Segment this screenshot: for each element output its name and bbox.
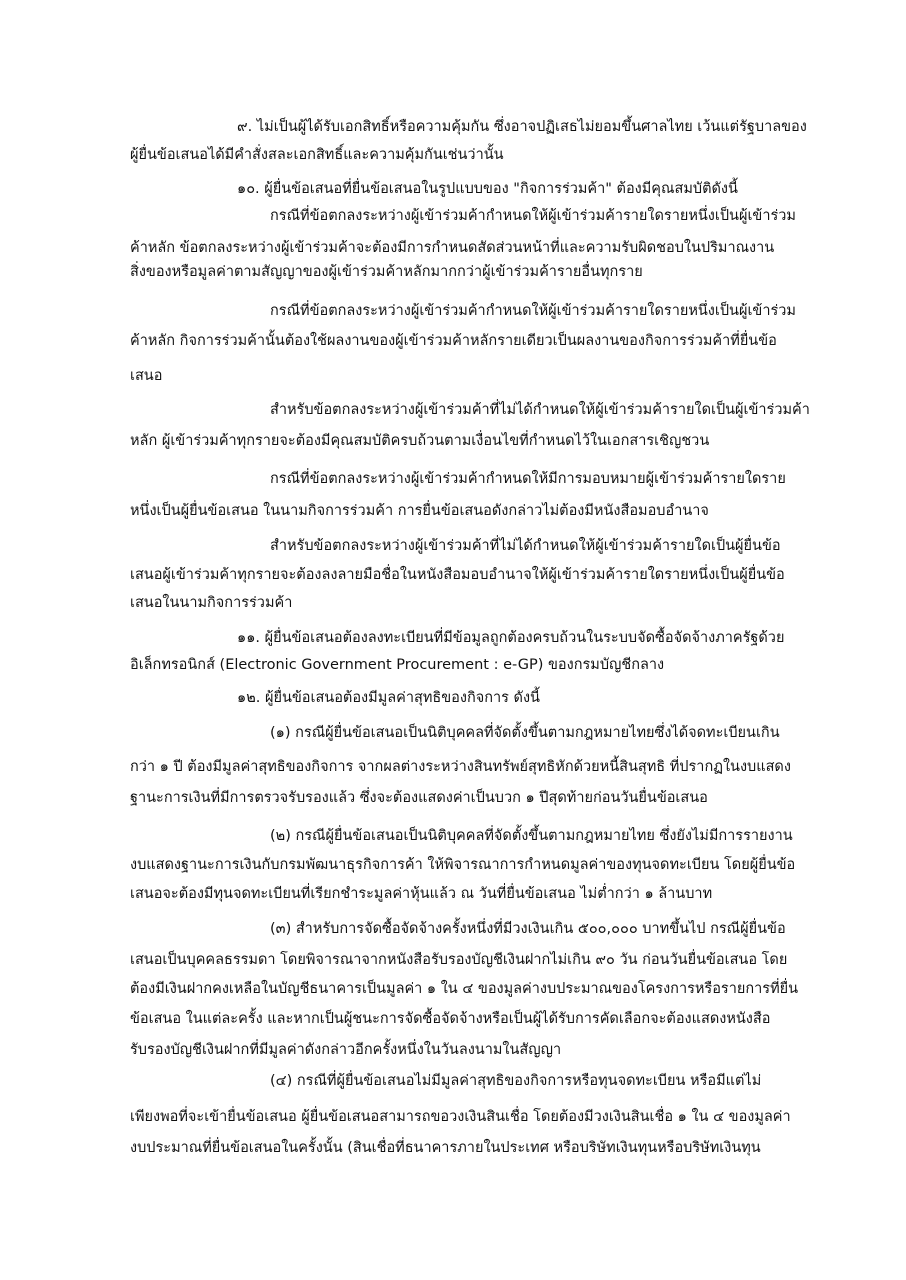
text-line: (๔) กรณีที่ผู้ยื่นข้อเสนอไม่มีมูลค่าสุทธิของกิจการหรือทุนจดทะเบียน หรือมีแต่ไม่: [270, 1073, 762, 1089]
text-line: ค้าหลัก ข้อตกลงระหว่างผู้เข้าร่วมค้าจะต้องมีการกำหนดสัดส่วนหน้าที่และความรับผิดชอบในปริมาณงาน: [130, 240, 775, 256]
text-line: หลัก ผู้เข้าร่วมค้าทุกรายจะต้องมีคุณสมบัติครบถ้วนตามเงื่อนไขที่กำหนดไว้ในเอกสารเชิญชวน: [130, 433, 710, 449]
text-line: ผู้ยื่นข้อเสนอได้มีคำสั่งสละเอกสิทธิ์และความคุ้มกันเช่นว่านั้น: [130, 147, 504, 163]
text-line: อิเล็กทรอนิกส์ (Electronic Government Procurement : e-GP) ของกรมบัญชีกลาง: [130, 657, 665, 673]
text-line: ข้อเสนอ ในแต่ละครั้ง และหากเป็นผู้ชนะการจัดซื้อจัดจ้างหรือเป็นผู้ได้รับการคัดเลือกจะต้องแสดงหนังสือ: [130, 1011, 771, 1027]
text-line: เสนอผู้เข้าร่วมค้าทุกรายจะต้องลงลายมือชื่อในหนังสือมอบอำนาจให้ผู้เข้าร่วมค้ารายใดรายหนึ่งเป็นผู้ยื่นข้อ: [130, 567, 785, 583]
text-line: สิ่งของหรือมูลค่าตามสัญญาของผู้เข้าร่วมค้าหลักมากกว่าผู้เข้าร่วมค้ารายอื่นทุกราย: [130, 264, 643, 280]
text-line: ฐานะการเงินที่มีการตรวจรับรองแล้ว ซึ่งจะต้องแสดงค่าเป็นบวก ๑ ปีสุดท้ายก่อนวันยื่นข้อเสนอ: [130, 790, 708, 806]
text-line: สำหรับข้อตกลงระหว่างผู้เข้าร่วมค้าที่ไม่ได้กำหนดให้ผู้เข้าร่วมค้ารายใดเป็นผู้ยื่นข้อ: [270, 538, 781, 554]
text-line: ๑๑. ผู้ยื่นข้อเสนอต้องลงทะเบียนที่มีข้อมูลถูกต้องครบถ้วนในระบบจัดซื้อจัดจ้างภาครัฐด้วย: [237, 630, 785, 646]
text-line: (๒) กรณีผู้ยื่นข้อเสนอเป็นนิติบุคคลที่จัดตั้งขึ้นตามกฎหมายไทย ซึ่งยังไม่มีการรายงาน: [270, 828, 793, 844]
text-line: หนึ่งเป็นผู้ยื่นข้อเสนอ ในนามกิจการร่วมค้า การยื่นข้อเสนอดังกล่าวไม่ต้องมีหนังสือมอบอำนาจ: [130, 503, 709, 519]
text-line: (๑) กรณีผู้ยื่นข้อเสนอเป็นนิติบุคคลที่จัดตั้งขึ้นตามกฎหมายไทยซึ่งได้จดทะเบียนเกิน: [270, 725, 780, 741]
text-line: ค้าหลัก กิจการร่วมค้านั้นต้องใช้ผลงานของผู้เข้าร่วมค้าหลักรายเดียวเป็นผลงานของกิจการร่วมค้าที่ยื่นข้อ: [130, 333, 777, 349]
text-line: งบประมาณที่ยื่นข้อเสนอในครั้งนั้น (สินเชื่อที่ธนาคารภายในประเทศ หรือบริษัทเงินทุนหรือบริษัทเงินทุน: [130, 1140, 761, 1156]
text-line: งบแสดงฐานะการเงินกับกรมพัฒนาธุรกิจการค้า ให้พิจารณาการกำหนดมูลค่าของทุนจดทะเบียน โดยผู้ยื่นข้อ: [130, 857, 796, 873]
text-line: ต้องมีเงินฝากคงเหลือในบัญชีธนาคารเป็นมูลค่า ๑ ใน ๔ ของมูลค่างบประมาณของโครงการหรือรายการที่ยื่น: [130, 981, 799, 997]
text-line: เสนอเป็นบุคคลธรรมดา โดยพิจารณาจากหนังสือรับรองบัญชีเงินฝากไม่เกิน ๙๐ วัน ก่อนวันยื่นข้อเสนอ โดย: [130, 952, 788, 968]
text-line: ๑๒. ผู้ยื่นข้อเสนอต้องมีมูลค่าสุทธิของกิจการ ดังนี้: [237, 690, 540, 706]
text-line: กรณีที่ข้อตกลงระหว่างผู้เข้าร่วมค้ากำหนดให้ผู้เข้าร่วมค้ารายใดรายหนึ่งเป็นผู้เข้าร่วม: [270, 208, 796, 224]
text-line: กรณีที่ข้อตกลงระหว่างผู้เข้าร่วมค้ากำหนดให้มีการมอบหมายผู้เข้าร่วมค้ารายใดราย: [270, 471, 786, 487]
text-line: ๙. ไม่เป็นผู้ได้รับเอกสิทธิ์หรือความคุ้มกัน ซึ่งอาจปฏิเสธไม่ยอมขึ้นศาลไทย เว้นแต่รัฐบาลของ: [237, 119, 807, 135]
text-line: สำหรับข้อตกลงระหว่างผู้เข้าร่วมค้าที่ไม่ได้กำหนดให้ผู้เข้าร่วมค้ารายใดเป็นผู้เข้าร่วมค้า: [270, 402, 810, 418]
text-line: รับรองบัญชีเงินฝากที่มีมูลค่าดังกล่าวอีกครั้งหนึ่งในวันลงนามในสัญญา: [130, 1042, 562, 1058]
text-line: เสนอ: [130, 368, 163, 384]
text-line: กว่า ๑ ปี ต้องมีมูลค่าสุทธิของกิจการ จากผลต่างระหว่างสินทรัพย์สุทธิหักด้วยหนี้สินสุทธิ ที่ปรากฏในงบแสดง: [130, 759, 791, 775]
text-line: เสนอจะต้องมีทุนจดทะเบียนที่เรียกชำระมูลค่าหุ้นแล้ว ณ วันที่ยื่นข้อเสนอ ไม่ต่ำกว่า ๑ ล้านบาท: [130, 886, 713, 902]
text-line: เพียงพอที่จะเข้ายื่นข้อเสนอ ผู้ยื่นข้อเสนอสามารถขอวงเงินสินเชื่อ โดยต้องมีวงเงินสินเชื่อ ๑ ใน ๔ ของมูลค่า: [130, 1109, 791, 1125]
text-line: เสนอในนามกิจการร่วมค้า: [130, 595, 293, 611]
text-line: กรณีที่ข้อตกลงระหว่างผู้เข้าร่วมค้ากำหนดให้ผู้เข้าร่วมค้ารายใดรายหนึ่งเป็นผู้เข้าร่วม: [270, 303, 796, 319]
text-line: (๓) สำหรับการจัดซื้อจัดจ้างครั้งหนึ่งที่มีวงเงินเกิน ๕๐๐,๐๐๐ บาทขึ้นไป กรณีผู้ยื่นข้อ: [270, 921, 786, 937]
text-line: ๑๐. ผู้ยื่นข้อเสนอที่ยื่นข้อเสนอในรูปแบบของ "กิจการร่วมค้า" ต้องมีคุณสมบัติดังนี้: [237, 181, 738, 197]
